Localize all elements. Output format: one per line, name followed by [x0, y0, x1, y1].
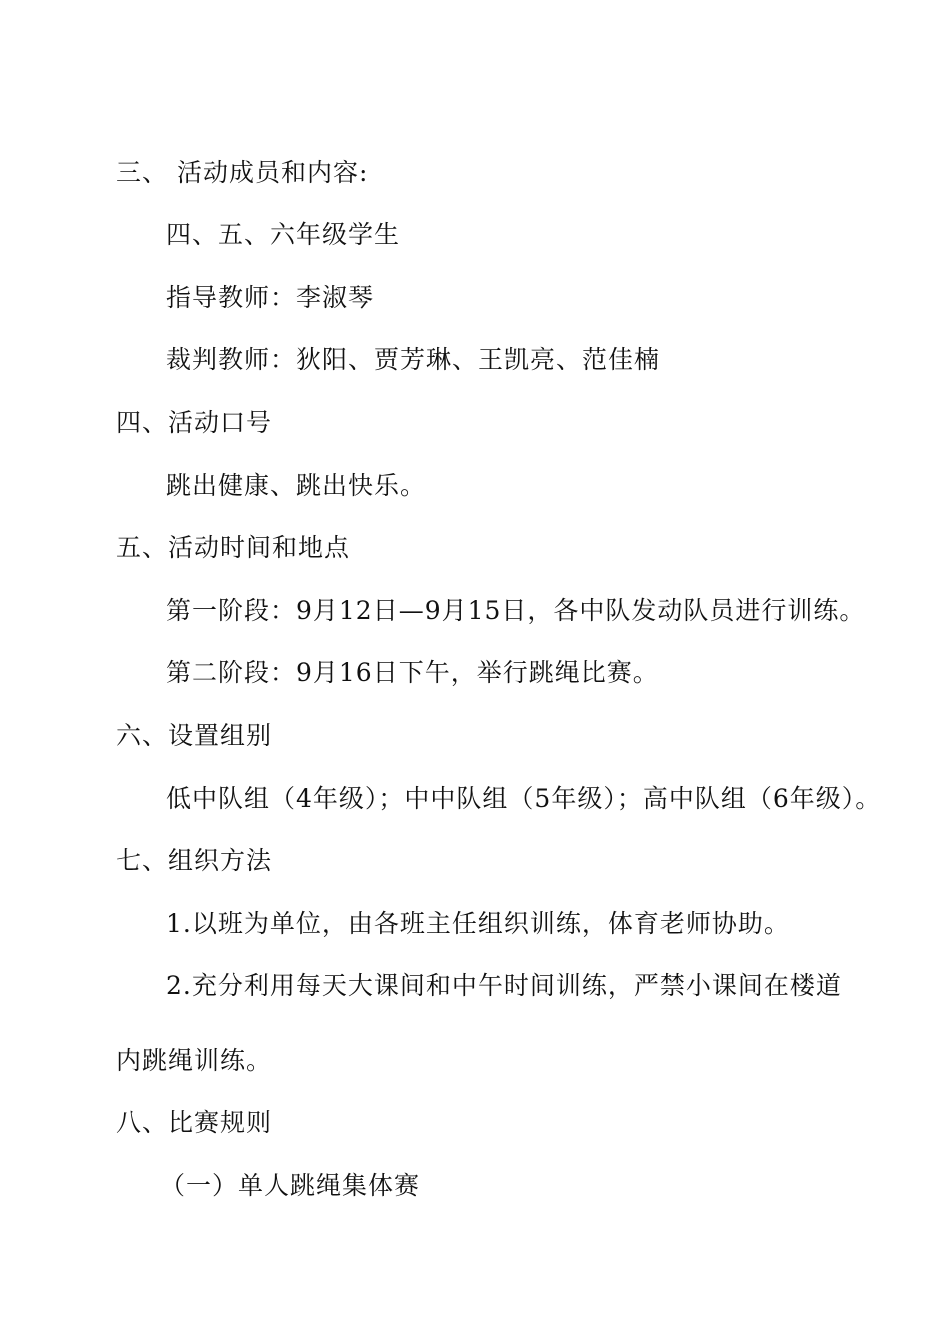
section-heading-time-place: 五、活动时间和地点 [116, 533, 351, 562]
instructor-text: 指导教师：李淑琴 [166, 283, 375, 312]
method-item-1: 1.以班为单位，由各班主任组织训练，体育老师协助。 [166, 909, 790, 938]
slogan-text: 跳出健康、跳出快乐。 [166, 471, 427, 500]
method-item-2: 2.充分利用每天大课间和中午时间训练，严禁小课间在楼道 [166, 971, 842, 1000]
participants-text: 四、五、六年级学生 [166, 220, 401, 249]
section-heading-method: 七、组织方法 [116, 846, 273, 875]
referees-text: 裁判教师：狄阳、贾芳琳、王凯亮、范佳楠 [166, 345, 661, 374]
method-item-2-continued: 内跳绳训练。 [116, 1046, 273, 1075]
section-heading-members: 三、 活动成员和内容: [116, 158, 369, 187]
phase-one-text: 第一阶段：9月12日—9月15日，各中队发动队员进行训练。 [166, 596, 866, 625]
rules-subheading-single-rope: （一）单人跳绳集体赛 [160, 1171, 421, 1200]
section-heading-slogan: 四、活动口号 [116, 408, 273, 437]
section-heading-rules: 八、比赛规则 [116, 1108, 273, 1137]
groups-text: 低中队组（4年级）；中中队组（5年级）；高中队组（6年级）。 [166, 784, 882, 813]
section-heading-groups: 六、设置组别 [116, 721, 273, 750]
phase-two-text: 第二阶段：9月16日下午，举行跳绳比赛。 [166, 658, 659, 687]
